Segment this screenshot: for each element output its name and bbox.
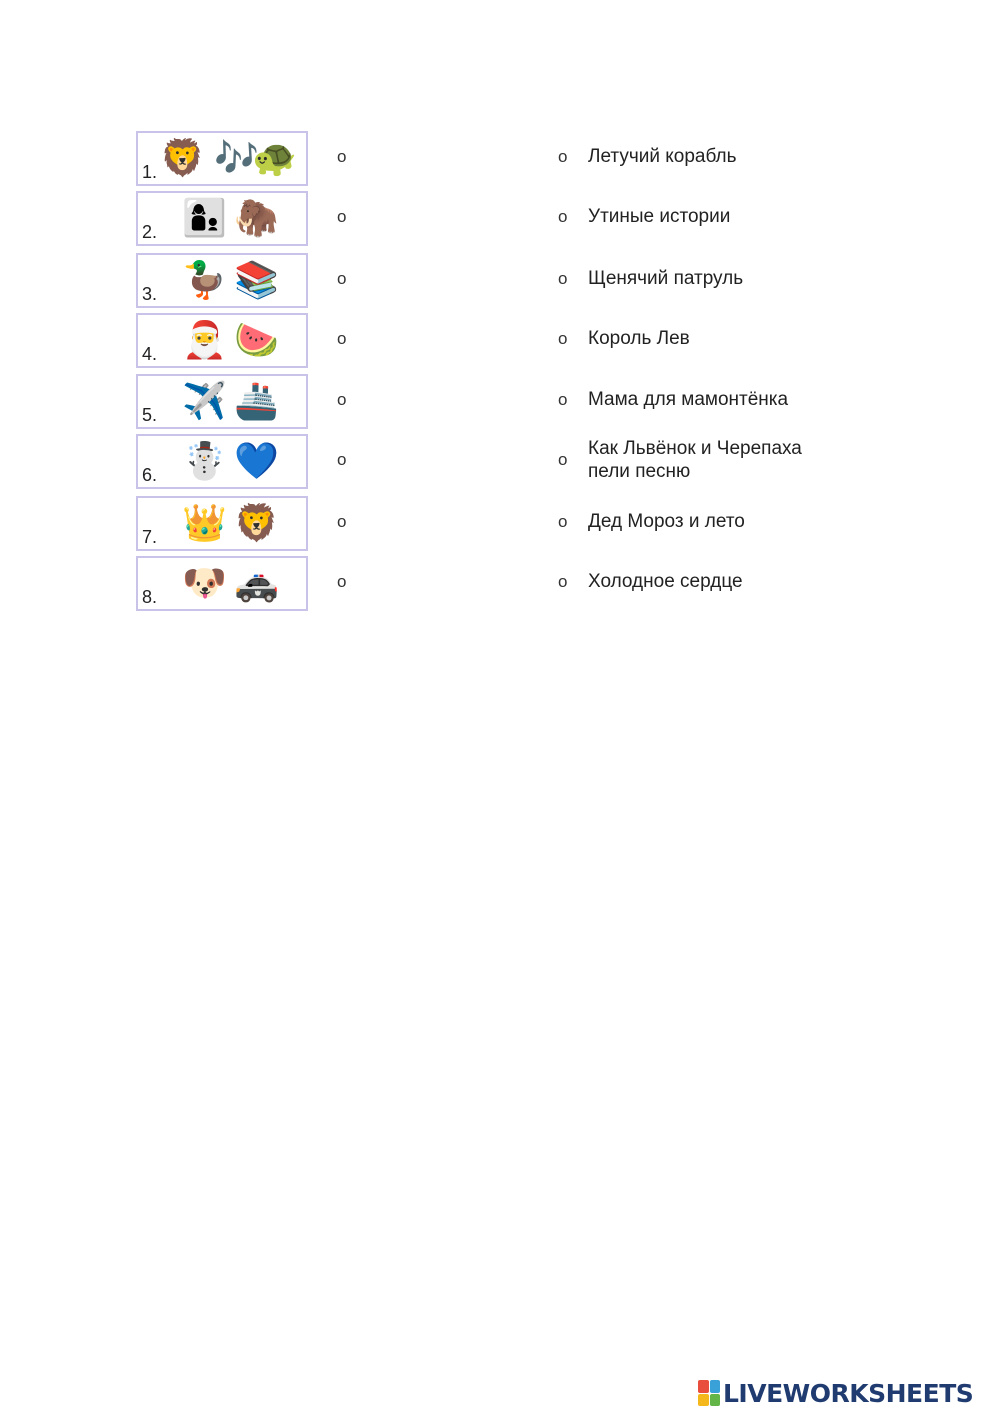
match-dot-left-1[interactable]: o (337, 147, 347, 166)
mammoth-icon: 🦣 (234, 198, 279, 239)
liveworksheets-logo (698, 1378, 973, 1408)
music-notes-icon: 🎶 (214, 138, 259, 179)
clue-number: 8. (142, 587, 158, 607)
match-dot-left-5[interactable]: o (337, 390, 347, 409)
mother-child-icon: 👩‍👦 (182, 198, 227, 239)
answer-title-3: Щенячий патруль (588, 268, 744, 289)
lion-icon: 🦁 (234, 503, 279, 544)
clue-number: 2. (142, 222, 158, 242)
clue-number: 4. (142, 344, 158, 364)
clue-number: 6. (142, 465, 158, 485)
lion-icon: 🦁 (160, 138, 205, 179)
ship-icon: 🚢 (234, 381, 279, 422)
airplane-icon: ✈️ (182, 381, 227, 422)
dog-icon: 🐶 (182, 563, 227, 604)
match-dot-right-4[interactable]: o (558, 329, 568, 348)
match-dot-right-3[interactable]: o (558, 269, 568, 288)
match-dot-left-7[interactable]: o (337, 512, 347, 531)
answer-title-2: Утиные истории (588, 206, 731, 227)
answer-title-6: Как Львёнок и Черепаха пели песню (588, 438, 802, 482)
match-dot-right-8[interactable]: o (558, 572, 568, 591)
blue-heart-icon: 💙 (234, 441, 279, 482)
match-dot-right-6[interactable]: o (558, 450, 568, 469)
books-icon: 📚 (234, 260, 279, 301)
watermelon-icon: 🍉 (234, 320, 279, 361)
match-dot-left-6[interactable]: o (337, 450, 347, 469)
answer-title-4: Король Лев (588, 328, 690, 349)
clue-number: 3. (142, 284, 158, 304)
match-dot-right-1[interactable]: o (558, 147, 568, 166)
clue-box-3 (136, 253, 308, 308)
clue-number: 5. (142, 405, 158, 425)
logo-text: LIVEWORKSHEETS (723, 1378, 974, 1408)
match-dot-left-2[interactable]: o (337, 207, 347, 226)
answer-title-8: Холодное сердце (588, 571, 743, 592)
snowman-icon: ☃️ (182, 441, 227, 482)
logo-mark-icon (698, 1380, 720, 1406)
match-dot-right-2[interactable]: o (558, 207, 568, 226)
answer-title-7: Дед Мороз и лето (588, 511, 745, 532)
clue-number: 1. (142, 162, 158, 182)
match-dot-left-3[interactable]: o (337, 269, 347, 288)
duck-icon: 🦆 (182, 260, 227, 301)
clue-box-4 (136, 313, 308, 368)
clue-number: 7. (142, 527, 158, 547)
clue-box-5 (136, 374, 308, 429)
santa-hat-icon: 🎅 (182, 320, 227, 361)
clue-box-2 (136, 191, 308, 246)
match-dot-right-5[interactable]: o (558, 390, 568, 409)
answer-title-5: Мама для мамонтёнка (588, 389, 789, 410)
turtle-icon: 🐢 (252, 138, 297, 179)
match-dot-right-7[interactable]: o (558, 512, 568, 531)
police-car-icon: 🚓 (234, 563, 279, 604)
match-dot-left-4[interactable]: o (337, 329, 347, 348)
match-dot-left-8[interactable]: o (337, 572, 347, 591)
clue-box-8 (136, 556, 308, 611)
clue-box-1 (136, 131, 308, 186)
answer-title-1: Летучий корабль (588, 146, 737, 167)
clue-box-6 (136, 434, 308, 489)
clue-box-7 (136, 496, 308, 551)
crown-icon: 👑 (182, 503, 227, 544)
